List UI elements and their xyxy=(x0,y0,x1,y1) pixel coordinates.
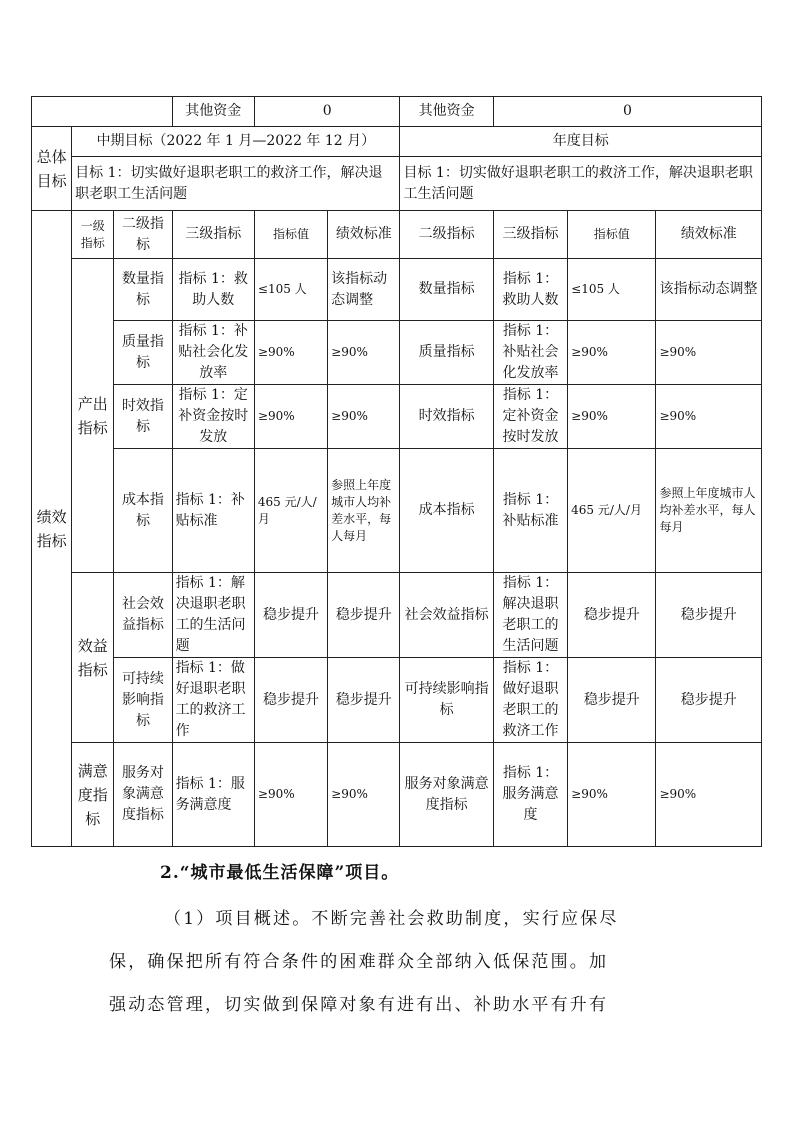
value-cell-year: ≥90% xyxy=(568,321,656,385)
table-row xyxy=(32,449,762,573)
standard-cell: 稳步提升 xyxy=(328,573,400,658)
value-cell-year: ≤105 人 xyxy=(568,259,656,321)
header-value-year: 指标值 xyxy=(568,211,656,259)
standard-cell: 参照上年度城市人均补差水平，每人每月 xyxy=(328,449,400,573)
level2-cell: 时效指标 xyxy=(114,385,172,449)
output-indicator-label: 产出指标 xyxy=(72,259,114,573)
overall-goal-row xyxy=(32,157,762,211)
header-standard-year: 绩效标准 xyxy=(656,211,762,259)
standard-cell-year: ≥90% xyxy=(656,743,762,847)
funding-label-year: 其他资金 xyxy=(400,97,493,127)
value-cell-year: ≥90% xyxy=(568,385,656,449)
funding-row xyxy=(32,97,762,127)
header-level2-year: 二级指标 xyxy=(400,211,493,259)
standard-cell: 该指标动态调整 xyxy=(328,259,400,321)
annual-header: 年度目标 xyxy=(400,127,762,157)
value-cell-year: 稳步提升 xyxy=(568,658,656,743)
level2-cell-year: 数量指标 xyxy=(400,259,493,321)
standard-cell-year: 该指标动态调整 xyxy=(656,259,762,321)
level3-cell-year: 指标 1：定补资金按时发放 xyxy=(493,385,567,449)
overall-header-row xyxy=(32,127,762,157)
level2-cell: 服务对象满意度指标 xyxy=(114,743,172,847)
perf-header-row xyxy=(32,211,762,259)
level3-cell: 指标 1：服务满意度 xyxy=(172,743,254,847)
table-row xyxy=(32,385,762,449)
table-row xyxy=(32,321,762,385)
level2-cell: 成本指标 xyxy=(114,449,172,573)
value-cell-year: 稳步提升 xyxy=(568,573,656,658)
mid-term-header: 中期目标（2022 年 1 月—2022 年 12 月） xyxy=(72,127,400,157)
table-row xyxy=(32,743,762,847)
standard-cell-year: 稳步提升 xyxy=(656,573,762,658)
table-row xyxy=(32,658,762,743)
level3-cell: 指标 1：解决退职老职工的生活问题 xyxy=(172,573,254,658)
level3-cell: 指标 1：救助人数 xyxy=(172,259,254,321)
value-cell: ≥90% xyxy=(254,743,327,847)
level3-cell-year: 指标 1：服务满意度 xyxy=(493,743,567,847)
level3-cell: 指标 1：定补资金按时发放 xyxy=(172,385,254,449)
funding-label-mid: 其他资金 xyxy=(172,97,254,127)
value-cell: 稳步提升 xyxy=(254,658,327,743)
body-paragraph-line: 强动态管理，切实做到保障对象有进有出、补助水平有升有 xyxy=(109,995,609,1015)
level2-cell: 质量指标 xyxy=(114,321,172,385)
section-title: 2.“城市最低生活保障”项目。 xyxy=(160,863,400,883)
level3-cell-year: 指标 1：补贴社会化发放率 xyxy=(493,321,567,385)
perf-indicator-label: 绩效指标 xyxy=(32,211,72,847)
satisfaction-indicator-label: 满意度指标 xyxy=(72,743,114,847)
header-level1: 一级指标 xyxy=(72,211,114,259)
standard-cell-year: ≥90% xyxy=(656,321,762,385)
value-cell: 465 元/人/月 xyxy=(254,449,327,573)
header-level3-year: 三级指标 xyxy=(493,211,567,259)
table-row xyxy=(32,573,762,658)
standard-cell: ≥90% xyxy=(328,321,400,385)
mid-term-goal: 目标 1：切实做好退职老职工的救济工作，解决退职老职工生活问题 xyxy=(72,157,400,211)
level2-cell-year: 时效指标 xyxy=(400,385,493,449)
benefit-indicator-label: 效益指标 xyxy=(72,573,114,743)
level3-cell: 指标 1：做好退职老职工的救济工作 xyxy=(172,658,254,743)
funding-value-mid: 0 xyxy=(254,97,400,127)
standard-cell: 稳步提升 xyxy=(328,658,400,743)
level3-cell: 指标 1：补贴标准 xyxy=(172,449,254,573)
performance-table xyxy=(31,96,762,847)
table-row xyxy=(32,259,762,321)
level2-cell: 社会效益指标 xyxy=(114,573,172,658)
body-paragraph-line: （1）项目概述。不断完善社会救助制度，实行应保尽 xyxy=(164,909,619,929)
standard-cell-year: 稳步提升 xyxy=(656,658,762,743)
standard-cell: ≥90% xyxy=(328,743,400,847)
blank-cell xyxy=(32,97,173,127)
header-standard: 绩效标准 xyxy=(328,211,400,259)
value-cell-year: 465 元/人/月 xyxy=(568,449,656,573)
standard-cell-year: 参照上年度城市人均补差水平，每人每月 xyxy=(656,449,762,573)
level2-cell-year: 可持续影响指标 xyxy=(400,658,493,743)
value-cell-year: ≥90% xyxy=(568,743,656,847)
level2-cell: 可持续影响指标 xyxy=(114,658,172,743)
header-level2: 二级指标 xyxy=(114,211,172,259)
level3-cell-year: 指标 1：补贴标准 xyxy=(493,449,567,573)
level2-cell-year: 质量指标 xyxy=(400,321,493,385)
value-cell: ≥90% xyxy=(254,385,327,449)
standard-cell-year: ≥90% xyxy=(656,385,762,449)
level3-cell-year: 指标 1：解决退职老职工的生活问题 xyxy=(493,573,567,658)
level2-cell-year: 社会效益指标 xyxy=(400,573,493,658)
value-cell: ≥90% xyxy=(254,321,327,385)
value-cell: 稳步提升 xyxy=(254,573,327,658)
header-level3: 三级指标 xyxy=(172,211,254,259)
body-paragraph-line: 保，确保把所有符合条件的困难群众全部纳入低保范围。加 xyxy=(109,952,609,972)
level3-cell: 指标 1：补贴社会化发放率 xyxy=(172,321,254,385)
value-cell: ≤105 人 xyxy=(254,259,327,321)
level2-cell-year: 服务对象满意度指标 xyxy=(400,743,493,847)
standard-cell: ≥90% xyxy=(328,385,400,449)
level2-cell: 数量指标 xyxy=(114,259,172,321)
level2-cell-year: 成本指标 xyxy=(400,449,493,573)
header-value: 指标值 xyxy=(254,211,327,259)
funding-value-year: 0 xyxy=(493,97,761,127)
overall-goal-label: 总体目标 xyxy=(32,127,72,211)
level3-cell-year: 指标 1：救助人数 xyxy=(493,259,567,321)
level3-cell-year: 指标 1：做好退职老职工的救济工作 xyxy=(493,658,567,743)
annual-goal: 目标 1：切实做好退职老职工的救济工作，解决退职老职工生活问题 xyxy=(400,157,762,211)
